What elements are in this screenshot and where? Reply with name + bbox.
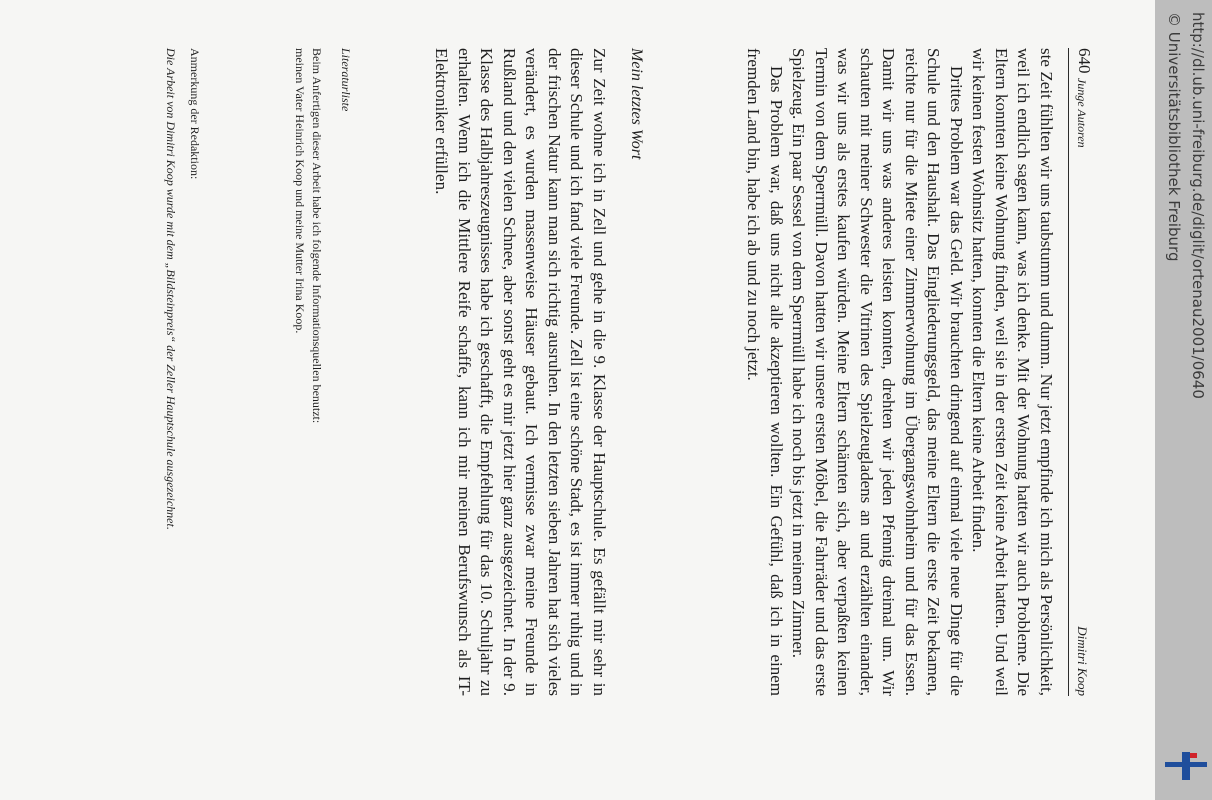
paragraph-4: Zur Zeit wohne ich in Zell und gehe in die 9. Klasse der Hauptschule. Es gefällt mir sehr in dieser Schule und ich fand viele Freunde. Zell ist eine schöne Stadt, es ist immer ruhig und in der frischen Natur kann man sich richtig ausruhen. In den letzten sieben Jahren hat sich vieles verändert, es wurden massenweise Häuser gebaut. Ich vermisse zwar meine Freunde in Rußland und den vielen Schnee, aber sonst geht es mir jetzt hier ganz ausgezeichnet. In der 9. Klasse des Halbjahreszeugnisses habe ich geschafft, die Empfehlung für das 10. Schuljahr zu erhalten. Wenn ich die Mittlere Reife schaffe, kann ich mir meinen Berufswunsch als IT-Elektroniker erfüllen. (432, 48, 609, 696)
literature-line-1: Beim Anfertigen dieser Arbeit habe ich folgende Informationsquellen benutzt: (310, 48, 324, 424)
section-tag: Junge Autoren (1075, 78, 1089, 148)
rotated-page-content (25, 30, 1095, 750)
editor-note-text: Die Arbeit von Dimitri Koop wurde mit dem „Bildsteinpreis“ der Zeller Hauptschule ausgezeichnet. (164, 48, 178, 530)
body-text-part-2 (430, 48, 610, 696)
author-name: Dimitri Koop (1075, 626, 1090, 696)
section-title: Mein letztes Wort (628, 48, 645, 160)
editor-note-label: Anmerkung der Redaktion: (188, 48, 202, 180)
literature-text (292, 48, 325, 696)
literature-line-2: meinen Vater Heinrich Koop und meine Mutter Irina Koop. (293, 48, 308, 334)
ub-freiburg-logo-icon (1165, 748, 1207, 784)
sidebar (1155, 0, 1212, 800)
sidebar-url: http://dl.ub.uni-freiburg.de/diglit/ortenau2001/0640 (1189, 12, 1207, 399)
paragraph-2: Drittes Problem war das Geld. Wir brauchten dringend auf einmal viele neue Dinge für die Schule und den Haushalt. Das Eingliederungsgeld, das meine Eltern die erste Zeit bekamen, reichte nur für die Miete einer Zimmerwohnung im Übergangswohnheim und für das Essen. Damit wir uns was anderes leisten konnten, drehten wir jeden Pfennig dreimal um. Wir schauten mit meiner Schwester die Vitrinen des Spielzeugladens an und erzählten einander, was wir uns als erstes kaufen würden. Meine Eltern schämten sich, aber verpaßten keinen Termin von dem Sperrmüll. Davon hatten wir unsere ersten Möbel, die Fahrräder und das erste Spielzeug. Ein paar Sessel von dem Sperrmüll habe ich noch bis jetzt in meinem Zimmer. (789, 48, 966, 696)
running-head (1068, 48, 1095, 696)
literature-title: Literaturliste (339, 48, 353, 112)
sidebar-copyright: © Universitätsbibliothek Freiburg (1165, 12, 1183, 262)
paragraph-3: Das Problem war, daß uns nicht alle akzeptieren wollten. Ein Gefühl, daß ich in einem fremden Land bin, habe ich ab und zu noch jetzt. (744, 48, 786, 696)
sidebar-text (1151, 12, 1208, 732)
body-text-part-1 (742, 48, 1057, 696)
page-number: 640 (1075, 48, 1094, 74)
paragraph-1: ste Zeit fühlten wir uns taubstumm und dumm. Nur jetzt empfinde ich mich als Persönlichkeit, weil ich endlich sagen kann, was ich denke. Mit der Wohnung hatten wir auch Probleme. Die Eltern konnten keine Wohnung finden, weil sie in der ersten Zeit keine Arbeit hatten. Und weil wir keinen festen Wohnsitz hatten, konnten die Eltern keine Arbeit finden. (969, 48, 1056, 696)
